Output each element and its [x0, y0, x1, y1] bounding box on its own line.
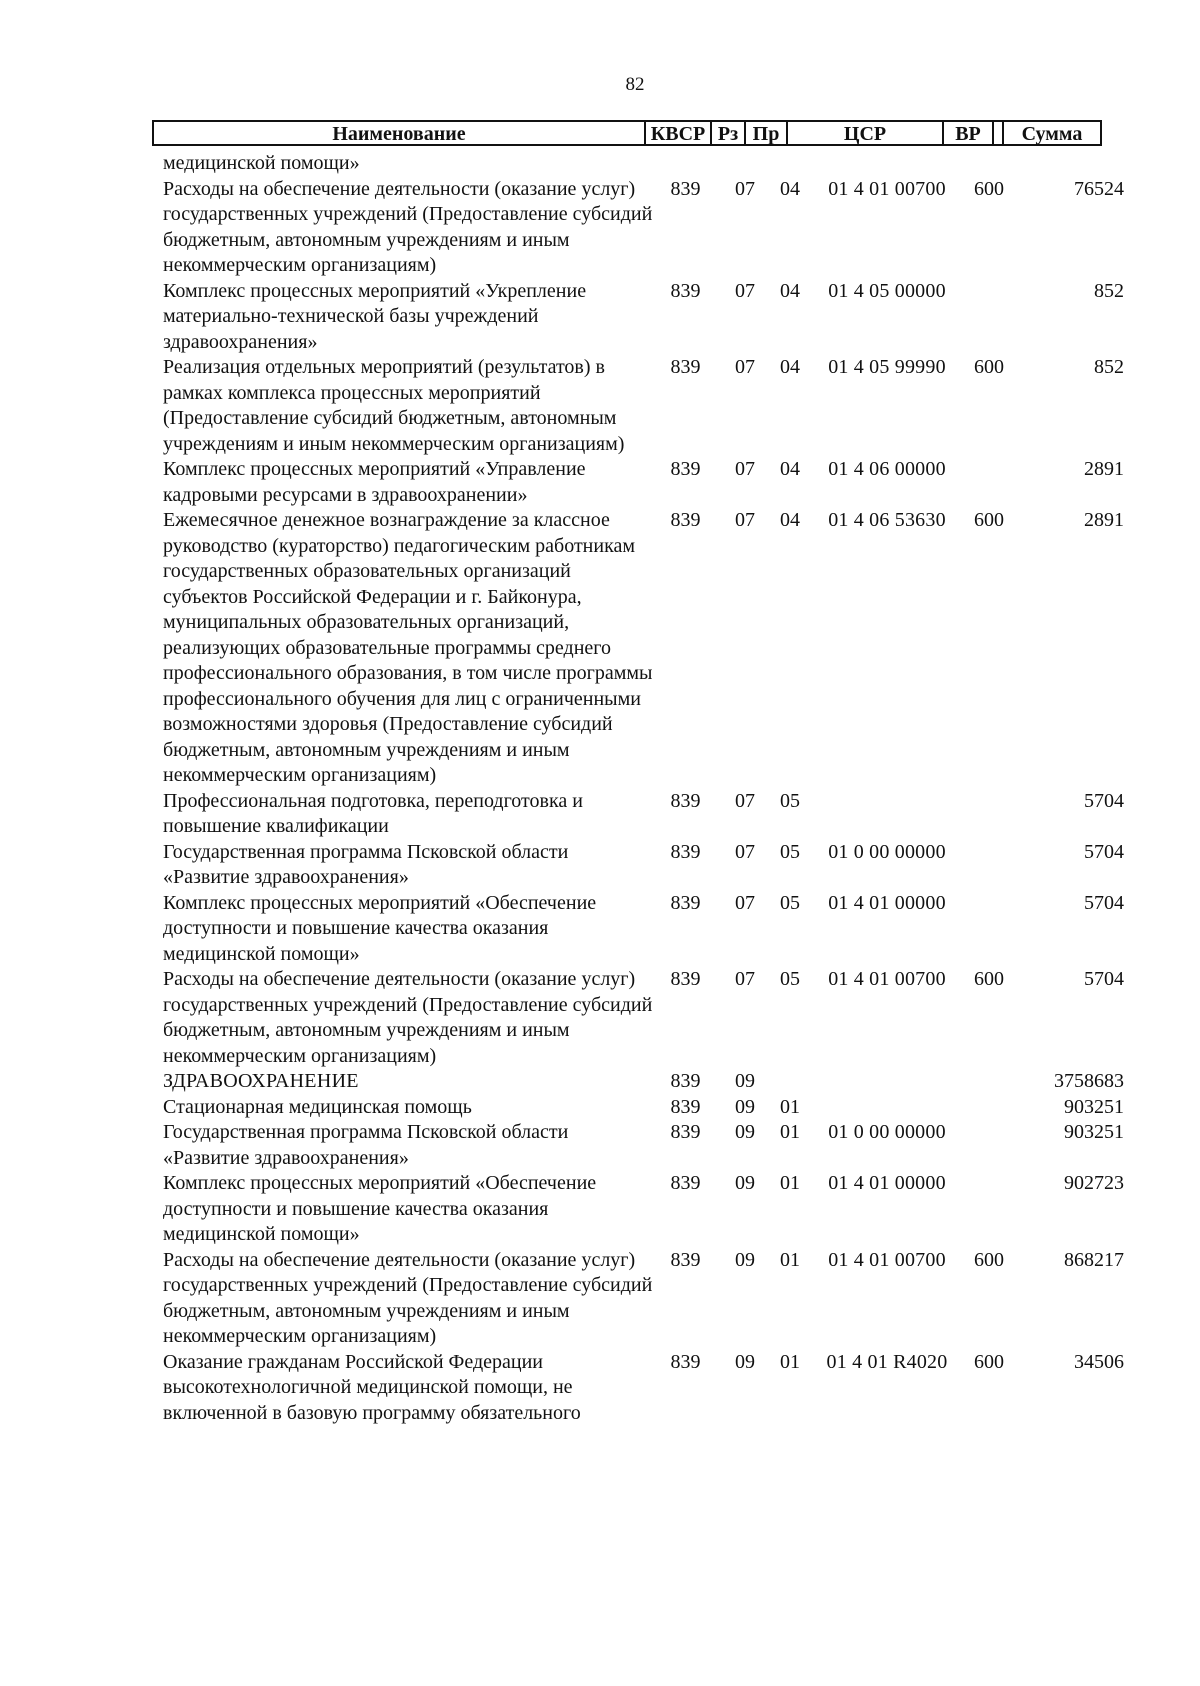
row-sum: 5704 — [1084, 968, 1124, 990]
row-kvsr: 839 — [670, 840, 701, 863]
row-name: медицинской помощи» — [163, 152, 360, 174]
row-pr: 04 — [780, 356, 800, 378]
row-csr: 01 4 05 99990 — [828, 356, 946, 378]
row-kvsr: 839 — [670, 458, 701, 480]
row-pr: 04 — [780, 279, 800, 302]
table-row — [0, 151, 1200, 177]
row-kvsr: 839 — [670, 509, 701, 531]
row-rz: 07 — [735, 458, 755, 480]
row-csr: 01 4 01 00000 — [828, 891, 946, 914]
table-row — [0, 1069, 1200, 1095]
row-csr: 01 4 01 00700 — [828, 1248, 946, 1271]
table-row — [0, 177, 1200, 279]
row-vr: 600 — [974, 509, 1004, 531]
table-row — [0, 967, 1200, 1069]
row-pr: 05 — [780, 789, 800, 812]
table-row — [0, 279, 1200, 356]
row-sum: 5704 — [1084, 891, 1124, 914]
table-row — [0, 891, 1200, 968]
row-kvsr: 839 — [670, 279, 701, 302]
table-row — [0, 789, 1200, 840]
row-rz: 09 — [735, 1121, 755, 1143]
row-vr: 600 — [974, 1248, 1004, 1271]
table-row — [0, 1171, 1200, 1248]
row-name: Расходы на обеспечение деятельности (оказание услуг) государственных учреждений (Предоставление субсидий бюджетным, автономным учреждениям и иным некоммерческим организациям) — [163, 968, 653, 1067]
header-rz: Рз — [712, 122, 746, 144]
row-sum: 2891 — [1084, 509, 1124, 531]
row-pr: 05 — [780, 840, 800, 863]
row-pr: 01 — [780, 1172, 800, 1194]
row-csr: 01 4 05 00000 — [828, 279, 946, 302]
row-sum: 2891 — [1084, 458, 1124, 480]
row-rz: 07 — [735, 840, 755, 863]
row-sum: 852 — [1094, 356, 1124, 378]
row-kvsr: 839 — [670, 1070, 701, 1092]
row-rz: 09 — [735, 1350, 755, 1373]
page-number: 82 — [625, 74, 645, 95]
row-vr: 600 — [974, 968, 1004, 990]
header-gap — [994, 122, 1004, 144]
row-name: Комплекс процессных мероприятий «Управление кадровыми ресурсами в здравоохранении» — [163, 458, 586, 506]
row-pr: 04 — [780, 458, 800, 480]
row-name: Комплекс процессных мероприятий «Укрепление материально-технической базы учреждений здравоохранения» — [163, 279, 587, 353]
table-row — [0, 1095, 1200, 1121]
row-csr: 01 0 00 00000 — [828, 1121, 946, 1143]
row-rz: 09 — [735, 1172, 755, 1194]
row-sum: 868217 — [1064, 1248, 1124, 1271]
table-row — [0, 457, 1200, 508]
row-kvsr: 839 — [670, 1350, 701, 1373]
row-sum: 852 — [1094, 279, 1124, 302]
row-name: Комплекс процессных мероприятий «Обеспечение доступности и повышение качества оказания медицинской помощи» — [163, 891, 597, 965]
table-row — [0, 840, 1200, 891]
table-body — [0, 151, 1200, 1426]
row-rz: 07 — [735, 279, 755, 302]
header-vr: ВР — [944, 122, 994, 144]
row-kvsr: 839 — [670, 1095, 701, 1118]
row-rz: 09 — [735, 1095, 755, 1118]
row-kvsr: 839 — [670, 356, 701, 378]
row-sum: 903251 — [1064, 1095, 1124, 1118]
row-name: ЗДРАВООХРАНЕНИЕ — [163, 1070, 359, 1092]
row-name: Профессиональная подготовка, переподготовка и повышение квалификации — [163, 789, 583, 837]
row-sum: 903251 — [1064, 1121, 1124, 1143]
row-csr: 01 4 06 53630 — [828, 509, 946, 531]
row-name: Реализация отдельных мероприятий (результатов) в рамках комплекса процессных мероприятий (Предоставление субсидий бюджетным, автономным учреждениям и иным некоммерческим организациям) — [163, 356, 625, 455]
row-pr: 01 — [780, 1095, 800, 1118]
row-name: Ежемесячное денежное вознаграждение за классное руководство (кураторство) педагогическим работникам государственных образовательных организаций субъектов Российской Федерации и г. Байконура, муниципальных образовательных организаций, реализующих образовательные программы среднего профессионального образования, в том числе программы профессионального обучения для лиц с ограниченными возможностями здоровья (Предоставление субсидий бюджетным, автономным учреждениям и иным некоммерческим организациям) — [163, 509, 653, 786]
row-rz: 09 — [735, 1248, 755, 1271]
row-csr: 01 4 01 00700 — [828, 177, 946, 200]
row-name: Оказание гражданам Российской Федерации высокотехнологичной медицинской помощи, не включенной в базовую программу обязательного — [163, 1350, 581, 1424]
row-rz: 07 — [735, 789, 755, 812]
row-rz: 09 — [735, 1070, 755, 1092]
header-csr: ЦСР — [788, 122, 944, 144]
row-pr: 01 — [780, 1121, 800, 1143]
header-kvsr: КВСР — [646, 122, 712, 144]
row-name: Стационарная медицинская помощь — [163, 1095, 472, 1118]
row-kvsr: 839 — [670, 789, 701, 812]
row-kvsr: 839 — [670, 1172, 701, 1194]
row-kvsr: 839 — [670, 968, 701, 990]
table-row — [0, 1120, 1200, 1171]
row-kvsr: 839 — [670, 1248, 701, 1271]
row-sum: 5704 — [1084, 840, 1124, 863]
row-rz: 07 — [735, 177, 755, 200]
table-row — [0, 1248, 1200, 1350]
header-name: Наименование — [154, 122, 646, 144]
table-row — [0, 508, 1200, 789]
row-pr: 01 — [780, 1248, 800, 1271]
row-rz: 07 — [735, 509, 755, 531]
row-vr: 600 — [974, 356, 1004, 378]
row-sum: 76524 — [1074, 177, 1124, 200]
row-pr: 04 — [780, 509, 800, 531]
row-sum: 902723 — [1064, 1172, 1124, 1194]
table-header — [152, 120, 1102, 146]
header-sum: Сумма — [1021, 123, 1083, 145]
row-sum: 3758683 — [1054, 1070, 1124, 1092]
row-name: Государственная программа Псковской области «Развитие здравоохранения» — [163, 840, 569, 888]
row-sum: 5704 — [1084, 789, 1124, 812]
row-name: Государственная программа Псковской области «Развитие здравоохранения» — [163, 1121, 569, 1169]
row-vr: 600 — [974, 1350, 1004, 1373]
table-row — [0, 355, 1200, 457]
row-vr: 600 — [974, 177, 1004, 200]
row-name: Расходы на обеспечение деятельности (оказание услуг) государственных учреждений (Предоставление субсидий бюджетным, автономным учреждениям и иным некоммерческим организациям) — [163, 177, 653, 276]
table-row — [0, 1350, 1200, 1427]
row-csr: 01 4 01 R4020 — [826, 1350, 948, 1373]
row-kvsr: 839 — [670, 1121, 701, 1143]
row-pr: 01 — [780, 1350, 800, 1373]
row-rz: 07 — [735, 968, 755, 990]
header-pr: Пр — [746, 122, 788, 144]
row-rz: 07 — [735, 891, 755, 914]
row-pr: 05 — [780, 968, 800, 990]
row-rz: 07 — [735, 356, 755, 378]
row-csr: 01 0 00 00000 — [828, 840, 946, 863]
row-sum: 34506 — [1074, 1350, 1124, 1373]
row-csr: 01 4 06 00000 — [828, 458, 946, 480]
row-name: Комплекс процессных мероприятий «Обеспечение доступности и повышение качества оказания медицинской помощи» — [163, 1172, 597, 1245]
row-kvsr: 839 — [670, 177, 701, 200]
row-kvsr: 839 — [670, 891, 701, 914]
row-csr: 01 4 01 00700 — [828, 968, 946, 990]
row-csr: 01 4 01 00000 — [828, 1172, 946, 1194]
row-pr: 05 — [780, 891, 800, 914]
row-pr: 04 — [780, 177, 800, 200]
row-name: Расходы на обеспечение деятельности (оказание услуг) государственных учреждений (Предоставление субсидий бюджетным, автономным учреждениям и иным некоммерческим организациям) — [163, 1248, 653, 1347]
